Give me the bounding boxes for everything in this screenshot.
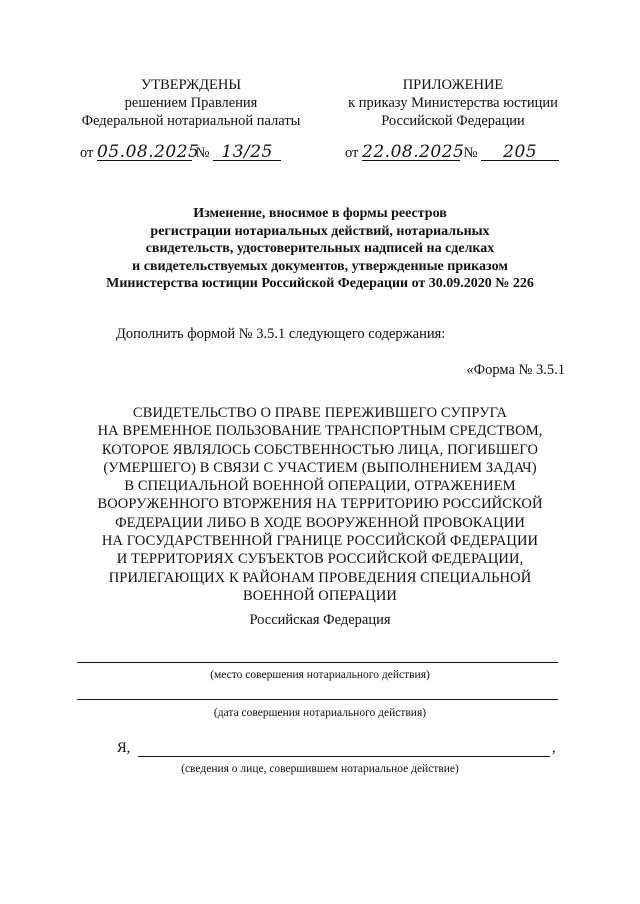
left-header-line2: Федеральной нотариальной палаты (81, 113, 301, 129)
left-date-prefix: от (80, 145, 94, 161)
right-date-prefix: от (345, 145, 359, 161)
person-field-line[interactable] (138, 756, 550, 757)
left-number-value: 13/25 (213, 144, 281, 161)
form-title (60, 404, 580, 605)
form-title-line: СВИДЕТЕЛЬСТВО О ПРАВЕ ПЕРЕЖИВШЕГО СУПРУГА (132, 405, 508, 421)
right-header (330, 76, 576, 130)
date-field-caption: (дата совершения нотариального действия) (213, 707, 427, 719)
document-title-line: Министерства юстиции Российской Федерации от 30.09.2020 № 226 (106, 276, 534, 291)
form-title-line: КОТОРОЕ ЯВЛЯЛОСЬ СОБСТВЕННОСТЬЮ ЛИЦА, ПОГИБШЕГО (101, 441, 539, 458)
form-title-line: (УМЕРШЕГО) В СВЯЗИ С УЧАСТИЕМ (ВЫПОЛНЕНИЕМ ЗАДАЧ) (103, 459, 537, 476)
right-number-value: 205 (481, 144, 559, 161)
document-title-line: свидетельств, удостоверительных надписей на сделках (145, 241, 495, 256)
document-title-line: регистрации нотариальных действий, нотариальных (150, 223, 490, 239)
right-date-value: 22.08.2025 (362, 142, 465, 162)
form-number-label: «Форма № 3.5.1 (466, 362, 565, 378)
form-title-line: ВОЕННОЙ ОПЕРАЦИИ (242, 587, 397, 604)
document-title (60, 205, 580, 293)
person-field-caption: (сведения о лице, совершившем нотариальное действие) (181, 763, 459, 775)
document-title-line: Изменение, вносимое в формы реестров (193, 206, 447, 221)
form-title-line: НА ВРЕМЕННОЕ ПОЛЬЗОВАНИЕ ТРАНСПОРТНЫМ СРЕДСТВОМ, (97, 423, 543, 440)
left-number-sign: № (195, 145, 210, 161)
form-title-line: ФЕДЕРАЦИИ ЛИБО В ХОДЕ ВООРУЖЕННОЙ ПРОВОКАЦИИ (115, 514, 525, 531)
left-header-title: УТВЕРЖДЕНЫ (140, 77, 242, 93)
form-title-line: ВООРУЖЕННОГО ВТОРЖЕНИЯ НА ТЕРРИТОРИЮ РОССИЙСКОЙ (97, 496, 543, 513)
person-field-suffix: , (552, 740, 556, 756)
intro-text: Дополнить формой № 3.5.1 следующего содержания: (116, 326, 446, 342)
left-header-line1: решением Правления (124, 95, 258, 111)
form-title-line: ПРИЛЕГАЮЩИХ К РАЙОНАМ ПРОВЕДЕНИЯ СПЕЦИАЛЬНОЙ (108, 569, 532, 586)
form-title-line: НА ГОСУДАРСТВЕННОЙ ГРАНИЦЕ РОССИЙСКОЙ ФЕДЕРАЦИИ (101, 533, 539, 550)
right-date-line (345, 144, 559, 162)
right-number-sign: № (463, 145, 478, 161)
right-header-title: ПРИЛОЖЕНИЕ (402, 77, 504, 93)
left-date-value: 05.08.2025 (97, 142, 200, 162)
left-date-line (80, 144, 281, 162)
place-field-caption: (место совершения нотариального действия) (210, 669, 430, 681)
form-title-line: И ТЕРРИТОРИЯХ СУБЪЕКТОВ РОССИЙСКОЙ ФЕДЕРАЦИИ, (116, 551, 524, 568)
date-field-line[interactable] (77, 699, 558, 700)
country-name: Российская Федерация (249, 612, 391, 628)
form-title-line: В СПЕЦИАЛЬНОЙ ВОЕННОЙ ОПЕРАЦИИ, ОТРАЖЕНИЕМ (124, 478, 516, 495)
place-field-line[interactable] (77, 662, 558, 663)
right-header-line2: Российской Федерации (381, 113, 525, 129)
left-header (60, 76, 322, 130)
person-field-prefix: Я, (117, 740, 131, 756)
document-title-line: и свидетельствуемых документов, утвержденные приказом (132, 258, 508, 274)
right-header-line1: к приказу Министерства юстиции (348, 95, 558, 111)
